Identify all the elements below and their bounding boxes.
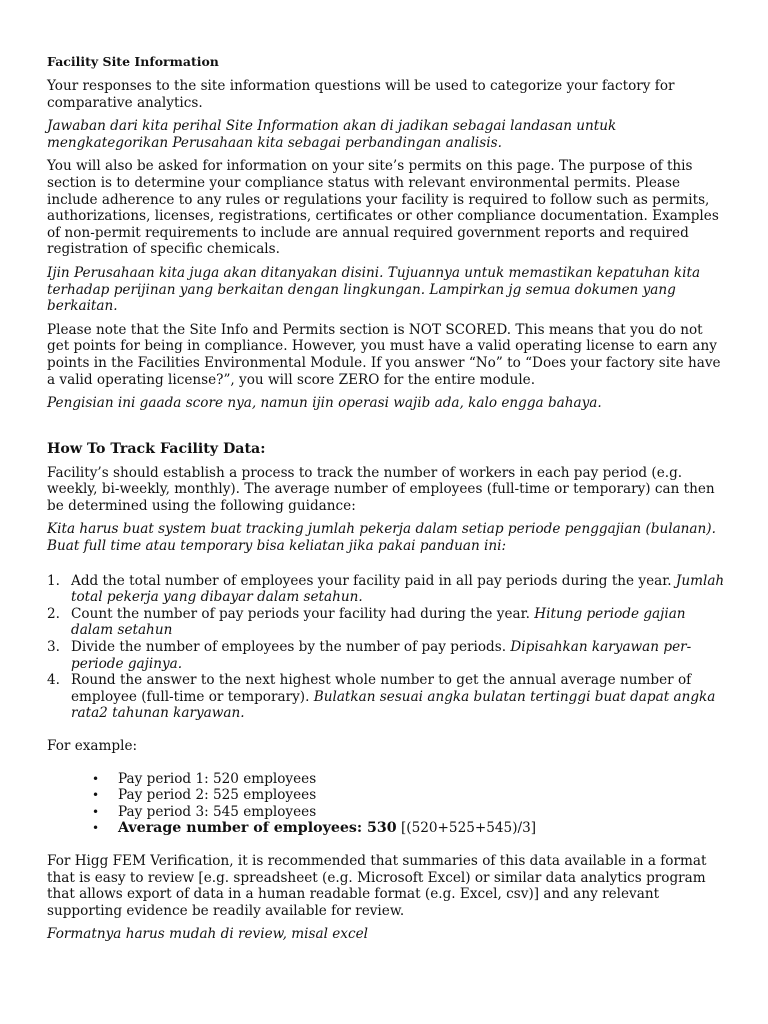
paragraph-not-scored-note: Please note that the Site Info and Permits section is NOT SCORED. This means that you do not get points for being in compliance. However, you must have a valid operating license to earn any points in the Facilities Environmental Module. If you answer “No” to “Does your factory site have a valid operating license?”, you will score ZERO for the entire module.	[47, 321, 721, 388]
paragraph-tracking-intro-translation: Kita harus buat system buat tracking jumlah pekerja dalam setiap periode penggajian (bulanan). Buat full time atau temporary bisa keliatan jika pakai panduan ini:	[47, 521, 716, 555]
paragraph-verification-translation: Formatnya harus mudah di review, misal excel	[47, 926, 368, 943]
step-item	[47, 606, 727, 639]
example-item	[47, 787, 727, 804]
step-item	[47, 672, 727, 722]
example-text: Pay period 1: 520 employees	[118, 770, 317, 787]
document-page	[47, 52, 727, 950]
step-text: Add the total number of employees your facility paid in all pay periods during the year.	[71, 572, 672, 589]
example-list	[47, 771, 727, 837]
step-text-translation: Dipisahkan karyawan per-periode gajinya.	[71, 639, 692, 672]
example-item	[47, 771, 727, 788]
paragraph-site-info-purpose: Your responses to the site information questions will be used to categorize your factory for comparative analytics.	[47, 78, 675, 111]
paragraph-permits-info: You will also be asked for information on your site’s permits on this page. The purpose of this section is to determine your compliance status with relevant environmental permits. Please include adherence to any rules or regulations your facility is required to follow such as permits, authorizations, licenses, registrations, certificates or other compliance documentation. Examples of non-permit requirements to include are annual required government reports and required registration of specific chemicals.	[47, 158, 719, 258]
step-text-translation: Hitung periode gajian dalam setahun	[71, 605, 686, 639]
paragraph-not-scored-note-translation: Pengisian ini gaada score nya, namun ijin operasi wajib ada, kalo engga bahaya.	[47, 395, 602, 412]
paragraph-permits-info-translation: Ijin Perusahaan kita juga akan ditanyakan disini. Tujuannya untuk memastikan kepatuhan kita terhadap perijinan yang berkaitan dengan lingkungan. Lampirkan jg semua dokumen yang berkaitan.	[47, 264, 701, 315]
step-text: Round the answer to the next highest whole number to get the annual average number of employee (full-time or temporary).	[71, 672, 692, 705]
bullet-icon: •	[92, 804, 100, 819]
bullet-icon: •	[92, 771, 100, 786]
step-number: 2.	[47, 605, 60, 622]
step-number: 1.	[47, 572, 60, 589]
example-average-item	[47, 820, 727, 837]
steps-list	[47, 573, 727, 722]
step-text: Count the number of pay periods your facility had during the year.	[71, 605, 530, 622]
example-label: For example:	[47, 738, 138, 754]
average-label: Average number of employees: 530	[118, 820, 397, 837]
step-number: 3.	[47, 639, 60, 656]
section-title-tracking: How To Track Facility Data:	[47, 440, 266, 457]
step-text-translation: Jumlah total pekerja yang dibayar dalam setahun.	[71, 572, 725, 606]
step-text: Divide the number of employees by the number of pay periods.	[71, 639, 507, 656]
average-formula: [(520+525+545)/3]	[400, 820, 537, 837]
step-text-translation: Bulatkan sesuai angka bulatan tertinggi buat dapat angka rata2 tahunan karyawan.	[71, 688, 716, 722]
example-text: Pay period 2: 525 employees	[118, 787, 317, 804]
paragraph-verification: For Higg FEM Verification, it is recommended that summaries of this data available in a format that is easy to review [e.g. spreadsheet (e.g. Microsoft Excel) or similar data analytics program that allows export of data in a human readable format (e.g. Excel, csv)] and any relevant supporting evidence be readily available for review.	[47, 852, 707, 919]
example-item	[47, 804, 727, 821]
bullet-icon: •	[92, 788, 100, 803]
bullet-icon: •	[92, 821, 100, 836]
paragraph-site-info-purpose-translation: Jawaban dari kita perihal Site Information akan di jadikan sebagai landasan untuk mengkategorikan Perusahaan kita sebagai perbandingan analisis.	[47, 118, 617, 151]
step-number: 4.	[47, 672, 60, 689]
section-title-site-info: Facility Site Information	[47, 54, 219, 69]
paragraph-tracking-intro: Facility’s should establish a process to track the number of workers in each pay period (e.g. weekly, bi-weekly, monthly). The average number of employees (full-time or temporary) can then be determined using the following guidance:	[47, 464, 715, 514]
step-item	[47, 573, 727, 606]
step-item	[47, 639, 727, 672]
example-text: Pay period 3: 545 employees	[118, 803, 317, 820]
